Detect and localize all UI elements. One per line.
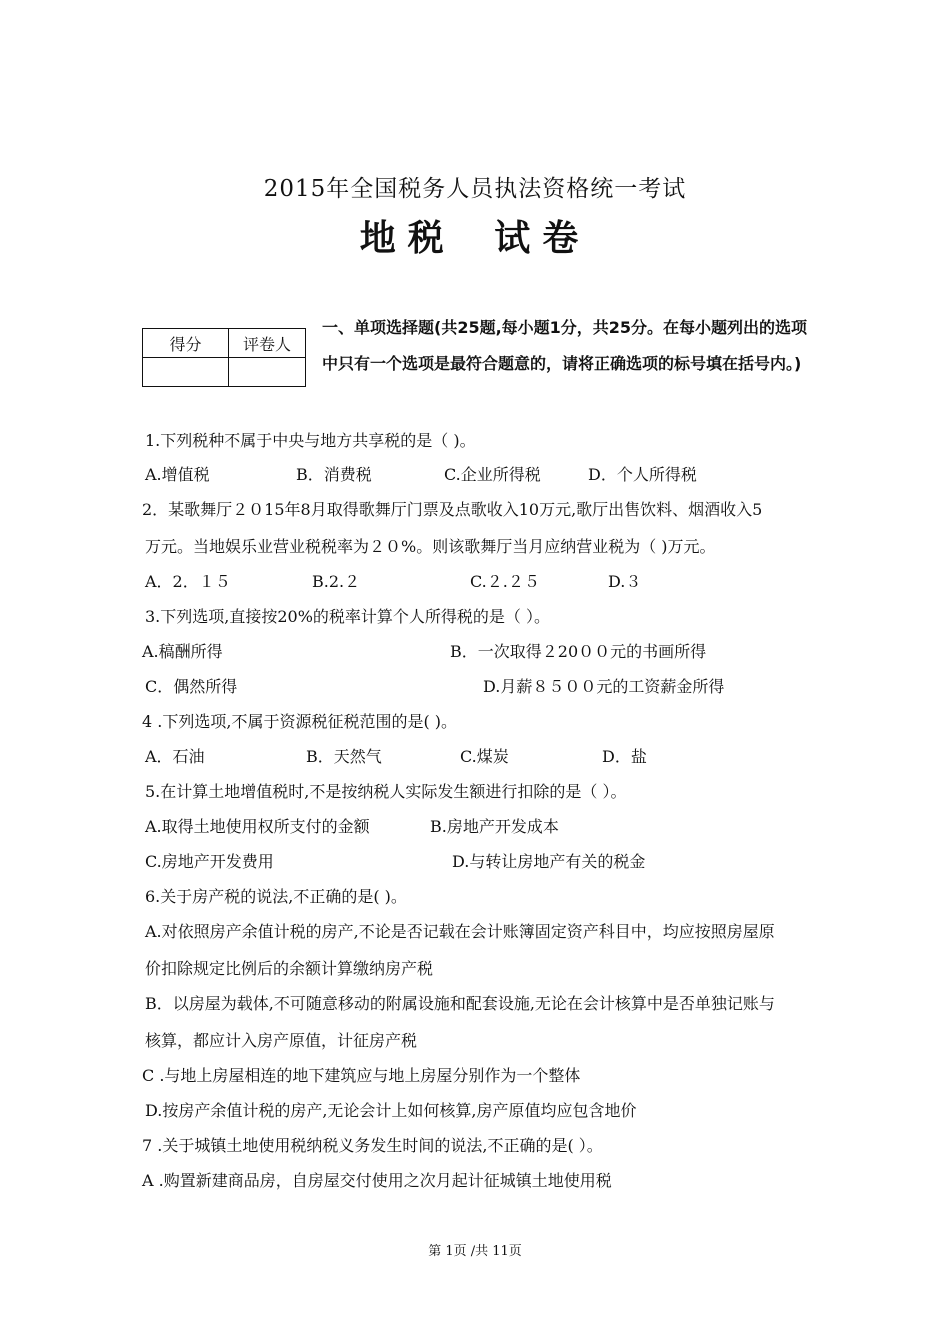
q6-stem: 6.关于房产税的说法,不正确的是( )。: [145, 887, 407, 906]
q4-option-a: A．石油: [145, 747, 205, 766]
q6-option-d: D.按房产余值计税的房产,无论会计上如何核算,房产原值均应包含地价: [145, 1101, 637, 1120]
score-table: [142, 328, 306, 387]
q6-option-b-line1: B．以房屋为载体,不可随意移动的附属设施和配套设施,无论在会计核算中是否单独记账与: [145, 994, 775, 1013]
q2-option-a: A．2．１５: [145, 572, 231, 591]
q2-option-d: D.３: [608, 572, 642, 591]
q1-option-d: D．个人所得税: [588, 465, 697, 484]
section-heading: 一、单项选择题(共25题,每小题1分，共25分。在每小题列出的选项中只有一个选项是最符合题意的，请将正确选项的标号填在括号内。): [322, 318, 808, 373]
q6-option-a-line2: 价扣除规定比例后的余额计算缴纳房产税: [145, 959, 434, 978]
q3-option-d: D.月薪８５００元的工资薪金所得: [483, 677, 725, 696]
q4-option-c: C.煤炭: [460, 747, 509, 766]
q7-stem: 7 .关于城镇土地使用税纳税义务发生时间的说法,不正确的是( ）。: [142, 1136, 603, 1155]
q4-stem: 4 .下列选项,不属于资源税征税范围的是( )。: [142, 712, 458, 731]
q5-option-c: C.房地产开发费用: [145, 852, 274, 871]
q5-stem: 5.在计算土地增值税时,不是按纳税人实际发生额进行扣除的是（ ）。: [145, 782, 627, 801]
q2-stem-line2: 万元。当地娱乐业营业税税率为２０%。则该歌舞厅当月应纳营业税为（ )万元。: [145, 537, 716, 556]
grader-cell: [229, 358, 306, 387]
q7-option-a: A .购置新建商品房，自房屋交付使用之次月起计征城镇土地使用税: [142, 1171, 612, 1190]
q2-option-b: B.2.２: [312, 572, 361, 591]
q3-option-c: C．偶然所得: [145, 677, 238, 696]
q6-option-b-line2: 核算，都应计入房产原值，计征房产税: [145, 1031, 418, 1050]
q4-option-d: D．盐: [602, 747, 647, 766]
score-header: 得分: [143, 329, 229, 358]
q4-option-b: B．天然气: [306, 747, 382, 766]
exam-subtitle: 地税 试卷: [359, 218, 591, 259]
grader-header: 评卷人: [229, 329, 306, 358]
q5-option-d: D.与转让房地产有关的税金: [452, 852, 646, 871]
exam-title: 2015年全国税务人员执法资格统一考试: [263, 176, 687, 202]
q6-option-a-line1: A.对依照房产余值计税的房产,不论是否记载在会计账簿固定资产科目中，均应按照房屋原: [145, 922, 775, 941]
q5-option-b: B.房地产开发成本: [430, 817, 559, 836]
score-cell: [143, 358, 229, 387]
q3-option-a: A.稿酬所得: [142, 642, 223, 661]
q2-stem-line1: 2．某歌舞厅２０15年8月取得歌舞厅门票及点歌收入10万元,歌厅出售饮料、烟酒收入5: [142, 500, 763, 519]
q6-option-c: C .与地上房屋相连的地下建筑应与地上房屋分别作为一个整体: [142, 1066, 581, 1085]
q3-option-b: B．一次取得２20００元的书画所得: [450, 642, 707, 661]
q1-option-b: B．消费税: [296, 465, 372, 484]
page-number: 第 1页 /共 11页: [428, 1244, 522, 1259]
q1-option-c: C.企业所得税: [444, 465, 541, 484]
q2-option-c: C.２.２５: [470, 572, 540, 591]
q5-option-a: A.取得土地使用权所支付的金额: [145, 817, 370, 836]
q1-stem: 1.下列税种不属于中央与地方共享税的是（ )。: [145, 431, 476, 450]
q3-stem: 3.下列选项,直接按20%的税率计算个人所得税的是（ ）。: [145, 607, 551, 626]
q1-option-a: A.增值税: [145, 465, 210, 484]
